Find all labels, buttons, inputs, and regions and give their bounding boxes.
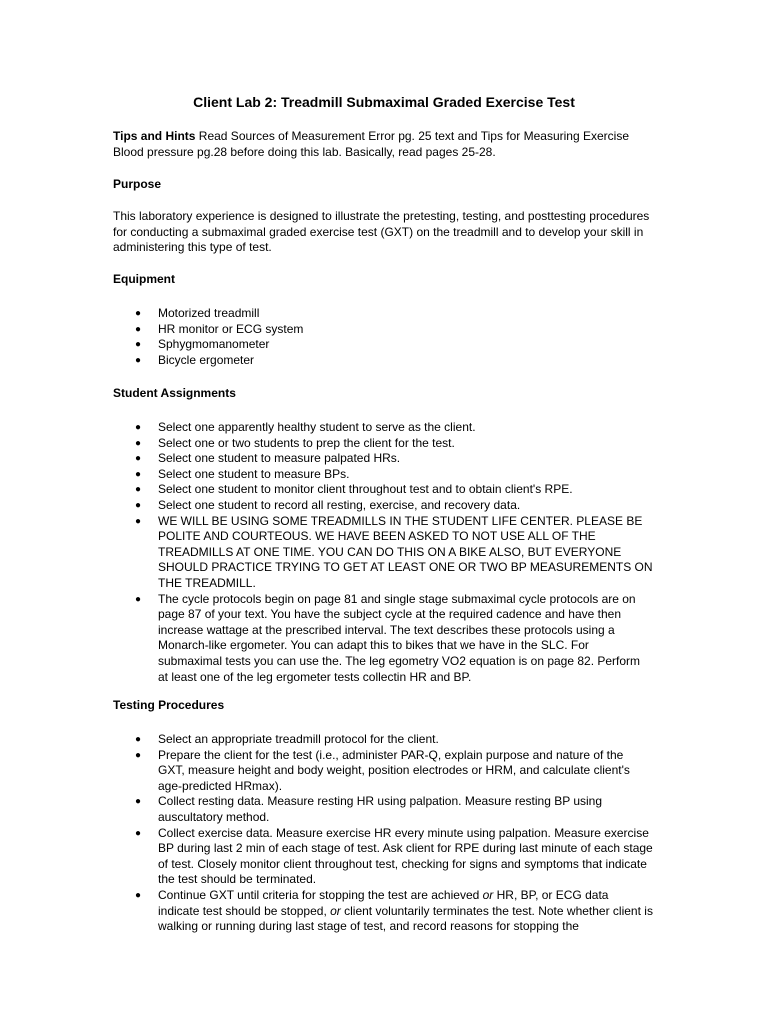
list-item: ● Sphygmomanometer: [135, 337, 270, 352]
bullet-icon: ●: [135, 453, 142, 465]
assignments-list: [113, 420, 653, 685]
bullet-icon: ●: [135, 339, 142, 351]
list-item: ● HR monitor or ECG system: [135, 321, 304, 336]
bullet-icon: ●: [135, 354, 142, 366]
list-item: ● WE WILL BE USING SOME TREADMILLS IN THE STUDENT LIFE CENTER. PLEASE BE POLITE AND COURTEOUS. WE HAVE BEEN ASKED TO NOT USE ALL OF THE TREADMILLS AT ONE TIME. YOU CAN DO THIS ON A BIKE ALSO, BUT EVERYONE SHOULD PRACTICE TRYING TO GET AT LEAST ONE OR TWO BP MEASUREMENTS ON THE TREADMILL.: [135, 513, 653, 590]
bullet-icon: ●: [135, 468, 142, 480]
list-item: ● Select one student to measure BPs.: [135, 466, 350, 481]
equipment-list: [113, 306, 653, 368]
page-title: Client Lab 2: Treadmill Submaximal Graded Exercise Test: [193, 94, 575, 110]
bullet-icon: ●: [135, 734, 142, 745]
tips-paragraph: [113, 129, 653, 160]
tips-text: Read Sources of Measurement Error pg. 25 text and Tips for Measuring Exercise Blood pressure pg.28 before doing this lab. Basically, read pages 25-28.: [113, 129, 629, 159]
bullet-icon: ●: [135, 593, 142, 605]
bullet-icon: ●: [135, 308, 142, 319]
bullet-icon: ●: [135, 437, 142, 449]
tips-label: Tips and Hints: [113, 129, 196, 143]
bullet-icon: ●: [135, 827, 142, 839]
list-item: ● Select an appropriate treadmill protocol for the client.: [135, 732, 439, 746]
bullet-icon: ●: [135, 515, 142, 527]
procedures-list: [113, 732, 653, 935]
list-item: ● Bicycle ergometer: [135, 352, 255, 367]
list-item: ● Select one or two students to prep the client for the test.: [135, 435, 455, 450]
list-item: ● Select one student to monitor client throughout test and to obtain client's RPE.: [135, 482, 573, 497]
bullet-icon: ●: [135, 422, 142, 433]
bullet-icon: ●: [135, 796, 142, 808]
bullet-icon: ●: [135, 889, 142, 901]
assignments-heading: Student Assignments: [113, 386, 236, 400]
list-item: ● Select one student to measure palpated HRs.: [135, 451, 401, 466]
purpose-text: This laboratory experience is designed to illustrate the pretesting, testing, and posttesting procedures for conducting a submaximal graded exercise test (GXT) on the treadmill and to develop your skill in administering this type of test.: [113, 209, 650, 255]
list-item: ● Collect exercise data. Measure exercise HR every minute using palpation. Measure exercise BP during last 2 min of each stage of test. Ask client for RPE during last minute of each stage of test. Closely monitor client throughout test, checking for signs and symptoms that indicate the test should be terminated.: [135, 825, 653, 887]
equipment-heading: Equipment: [113, 272, 175, 286]
list-item: ● Prepare the client for the test (i.e., administer PAR-Q, explain purpose and nature of the GXT, measure height and body weight, position electrodes or HRM, and calculate client's age-predicted HRmax).: [135, 747, 630, 793]
list-item: ● Collect resting data. Measure resting HR using palpation. Measure resting BP using auscultatory method.: [135, 794, 603, 824]
procedures-heading: Testing Procedures: [113, 698, 225, 712]
list-item: ● Select one student to record all resting, exercise, and recovery data.: [135, 497, 521, 512]
list-item: ● Continue GXT until criteria for stopping the test are achieved or HR, BP, or ECG data indicate test should be stopped, or client voluntarily terminates the test. Note whether client is walking or running during last stage of test, and record reasons for stopping the: [135, 887, 653, 934]
list-item: ● Select one apparently healthy student to serve as the client.: [135, 420, 476, 434]
list-item: ● The cycle protocols begin on page 81 and single stage submaximal cycle protocols are on page 87 of your text. You have the subject cycle at the required cadence and have then increase wattage at the prescribed interval. The text describes these protocols using a Monarch-like ergometer. You can adapt this to bikes that we have in the SLC. For submaximal tests you can use the. The leg egometry VO2 equation is on page 82. Perform at least one of the leg ergometer tests collectin HR and BP.: [135, 591, 641, 684]
purpose-heading: Purpose: [113, 177, 162, 191]
bullet-icon: ●: [135, 484, 142, 496]
bullet-icon: ●: [135, 749, 142, 761]
bullet-icon: ●: [135, 499, 142, 511]
bullet-icon: ●: [135, 323, 142, 335]
list-item: ● Motorized treadmill: [135, 306, 260, 320]
